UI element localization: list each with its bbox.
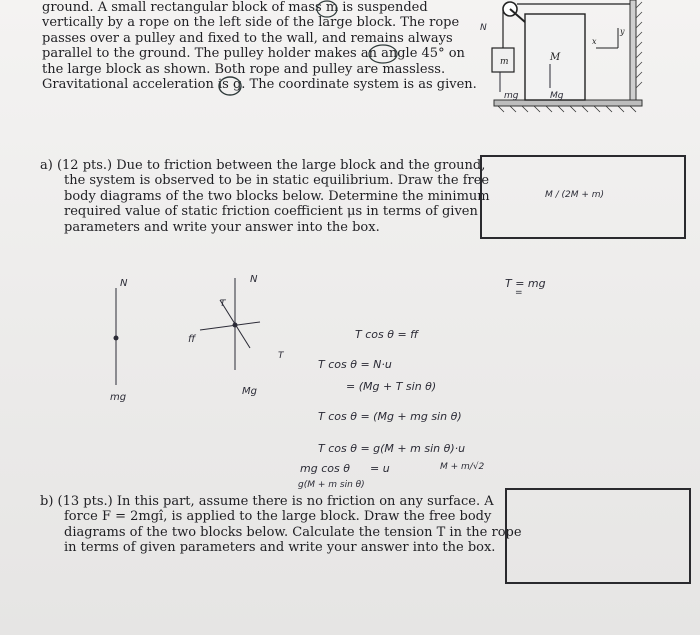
axis-y-label: y: [620, 27, 625, 36]
intro-line: vertically by a rope on the left side of the large block. The rope: [42, 15, 460, 31]
intro-line: ground. A small rectangular block of mass m is suspended: [42, 0, 428, 15]
intro-line: the large block as shown. Both rope and pulley are massless.: [42, 61, 446, 77]
intro-line: passes over a pulley and fixed to the wall, and remains always: [42, 30, 453, 46]
part-a-line: parameters and write your answer into the box.: [64, 219, 380, 235]
part-b-line: diagrams of the two blocks below. Calculate the tension T in the rope: [64, 524, 522, 540]
fbd-T-top: T: [220, 299, 226, 309]
hand-eq6: g(M + m sin θ): [298, 480, 365, 490]
fbd-N-right: N: [250, 274, 258, 285]
fbd-ff: ff: [188, 334, 196, 345]
hand-Mg: Mg: [550, 91, 564, 101]
small-block-label: m: [500, 57, 509, 67]
hand-eq5c: = u: [370, 462, 390, 475]
hand-eq5d: M + m/√2: [440, 462, 485, 472]
large-block-label: M: [550, 52, 561, 63]
part-a-line: a) (12 pts.) Due to friction between the large block and the ground,: [40, 158, 486, 173]
hand-eq4: T cos θ = (Mg + mg sin θ): [318, 410, 462, 423]
fbd-sketch: [100, 270, 360, 410]
part-b-line: force F = 2mgî, is applied to the large block. Draw the free body: [64, 509, 492, 525]
hand-tick: =: [515, 288, 523, 298]
intro-line: Gravitational acceleration is g. The coordinate system is as given.: [42, 77, 477, 93]
hand-eq5b: mg cos θ: [300, 462, 350, 475]
wall: [630, 0, 636, 100]
intro-line: parallel to the ground. The pulley holder makes an angle 45° on: [42, 46, 465, 62]
part-b-question: [40, 494, 522, 556]
hand-N: N: [480, 23, 487, 33]
part-a-line: the system is observed to be in static equilibrium. Draw the free: [64, 173, 490, 189]
fbd-T-right: T: [278, 351, 284, 361]
fbd-N-left: N: [120, 278, 128, 289]
hand-t-eq-mg: T = mg: [505, 277, 546, 290]
axis-x-label: x: [592, 37, 597, 46]
part-a-line: required value of static friction coefficient μs in terms of given: [64, 204, 478, 220]
setup-figure: [470, 0, 670, 115]
hand-mg: mg: [504, 91, 519, 101]
part-b-line: b) (13 pts.) In this part, assume there is no friction on any surface. A: [40, 494, 494, 509]
hand-eq5: T cos θ = g(M + m sin θ)·u: [318, 442, 466, 455]
hand-eq2: T cos θ = N·u: [318, 358, 392, 371]
part-a-line: body diagrams of the two blocks below. Determine the minimum: [64, 188, 490, 204]
box-a-note: M / (2M + m): [545, 190, 605, 200]
hand-eq1: T cos θ = ff: [355, 328, 419, 341]
fbd-Mg: Mg: [242, 386, 257, 397]
part-b-line: in terms of given parameters and write your answer into the box.: [64, 540, 496, 556]
part-a-question: [40, 158, 490, 235]
answer-box-b[interactable]: [505, 488, 691, 584]
fbd-mg-left: mg: [110, 392, 127, 403]
hand-eq3: = (Mg + T sin θ): [346, 380, 437, 393]
